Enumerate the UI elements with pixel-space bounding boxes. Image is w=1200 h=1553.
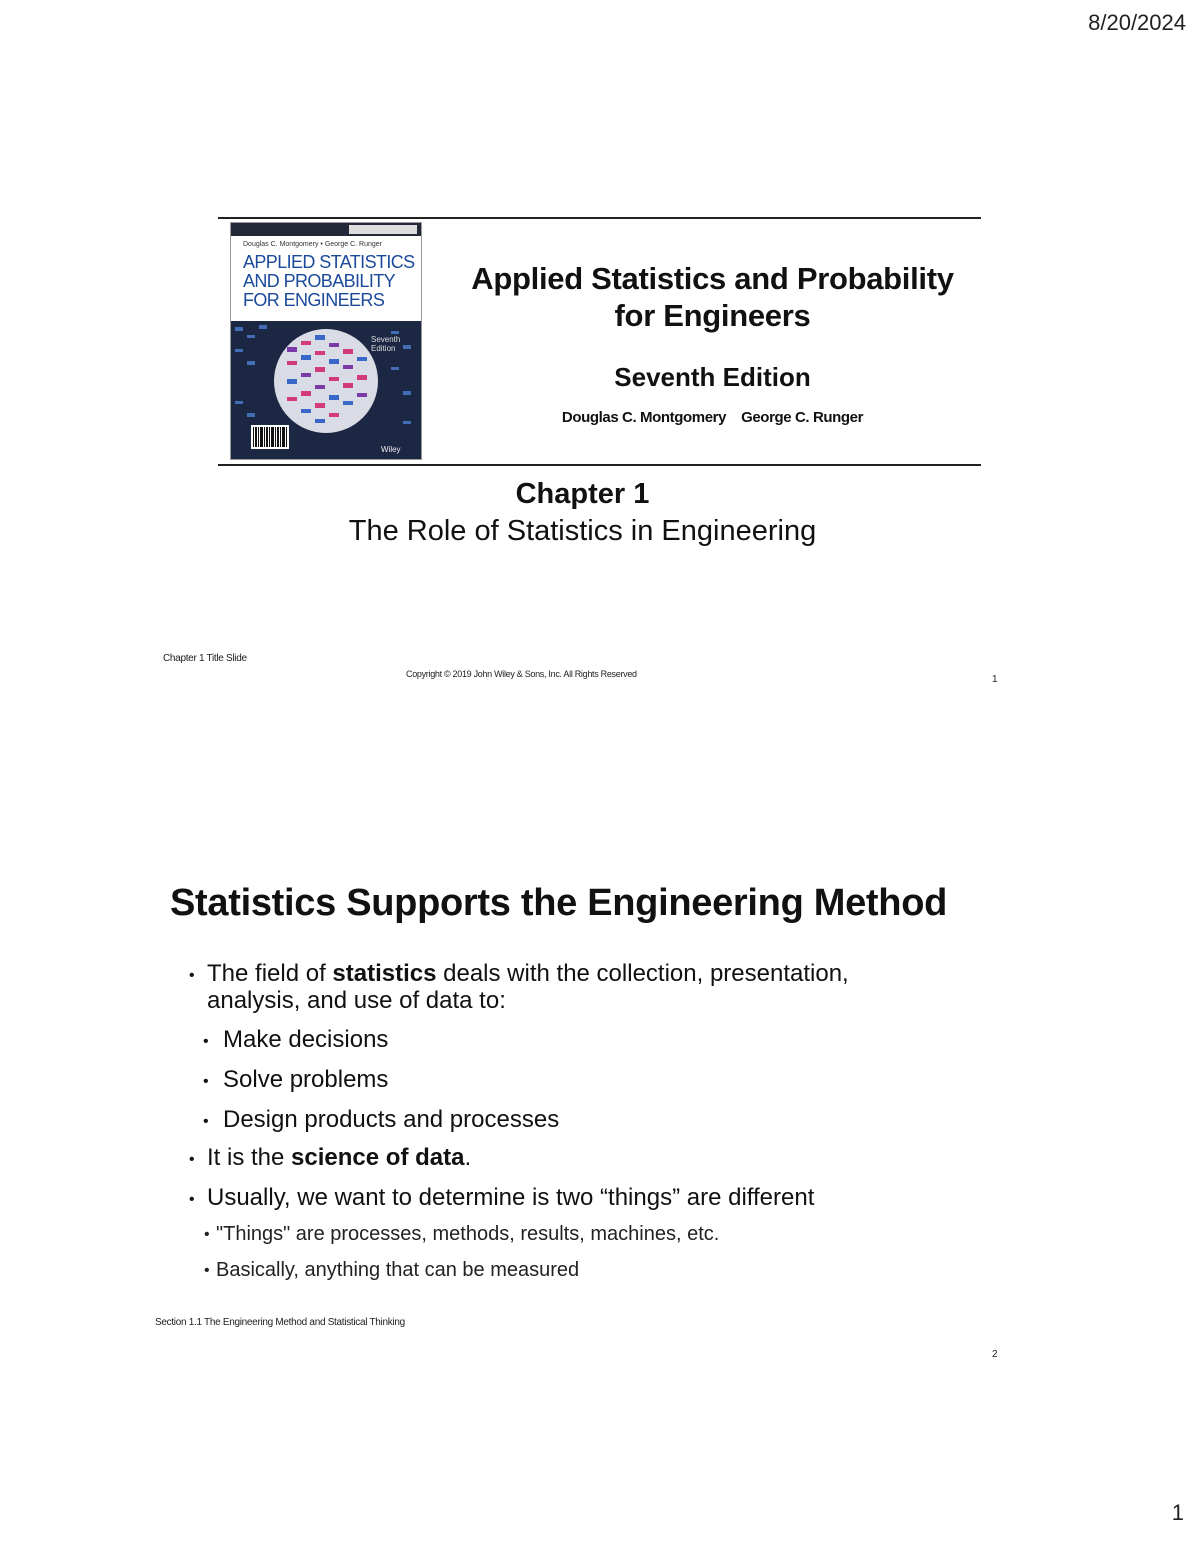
bullet1-text-post: deals with the collection, presentation, analysis, and use of data to: bbox=[207, 960, 849, 1014]
bullet-icon: • bbox=[203, 1033, 209, 1050]
book-title-line1: Applied Statistics and Probability bbox=[471, 261, 954, 296]
page-number: 1 bbox=[1171, 1500, 1184, 1525]
cover-series-tag bbox=[349, 225, 417, 234]
chapter-heading: Chapter 1 bbox=[515, 478, 650, 510]
bullet-icon: • bbox=[189, 967, 195, 984]
sub-bullet-measured bbox=[204, 1258, 580, 1282]
bullet-icon: • bbox=[203, 1113, 209, 1130]
cover-authors: Douglas C. Montgomery • George C. Runger bbox=[243, 241, 383, 248]
bullet-icon: • bbox=[204, 1226, 210, 1243]
slide1-number: 1 bbox=[992, 674, 998, 685]
bullet-icon: • bbox=[189, 1191, 195, 1208]
sub-bullet-things bbox=[204, 1222, 720, 1246]
sub-bullet-text: "Things" are processes, methods, results, machines, etc. bbox=[216, 1223, 720, 1245]
sub-bullet-text: Basically, anything that can be measured bbox=[216, 1259, 580, 1281]
sub-bullet-solve-problems bbox=[203, 1066, 389, 1093]
chapter-subtitle: The Role of Statistics in Engineering bbox=[348, 515, 817, 547]
cover-title-line1: APPLIED STATISTICS bbox=[243, 252, 415, 272]
cover-edition-tag: Seventh Edition bbox=[371, 335, 401, 353]
top-rule bbox=[218, 217, 981, 219]
cover-header bbox=[231, 223, 421, 321]
bullet-science-of-data bbox=[189, 1144, 472, 1171]
cover-publisher: Wiley bbox=[381, 445, 401, 454]
copyright-notice: Copyright © 2019 John Wiley & Sons, Inc. All Rights Reserved bbox=[406, 669, 637, 679]
bullet-determine-difference bbox=[189, 1184, 815, 1211]
bullet-statistics-definition bbox=[189, 960, 927, 1014]
bullet1-text-bold: statistics bbox=[332, 960, 437, 987]
slide1-footer-title: Chapter 1 Title Slide bbox=[163, 653, 247, 664]
sub-bullet-make-decisions bbox=[203, 1026, 389, 1053]
book-title-line2: for Engineers bbox=[614, 298, 811, 333]
print-date: 8/20/2024 bbox=[1088, 10, 1186, 35]
book-edition: Seventh Edition bbox=[614, 362, 811, 392]
book-title bbox=[440, 260, 985, 334]
bullet2-text-post: . bbox=[464, 1144, 472, 1171]
cover-title bbox=[243, 253, 419, 310]
cover-title-line3: FOR ENGINEERS bbox=[243, 290, 385, 310]
bullet2-text-pre: It is the bbox=[207, 1144, 292, 1171]
book-cover-image bbox=[230, 222, 422, 460]
bottom-rule bbox=[218, 464, 981, 466]
barcode-icon bbox=[251, 425, 289, 449]
book-authors: Douglas C. Montgomery George C. Runger bbox=[561, 409, 864, 426]
bullet-icon: • bbox=[204, 1262, 210, 1279]
sub-bullet-design-products bbox=[203, 1106, 560, 1133]
bullet1-text-pre: The field of bbox=[207, 960, 333, 987]
bullet2-text-bold: science of data bbox=[291, 1144, 465, 1171]
slide2-footer-section: Section 1.1 The Engineering Method and Statistical Thinking bbox=[155, 1317, 405, 1328]
sub-bullet-text: Make decisions bbox=[223, 1026, 389, 1053]
slide2-title: Statistics Supports the Engineering Method bbox=[170, 882, 948, 924]
sub-bullet-text: Solve problems bbox=[223, 1066, 389, 1093]
bullet3-text: Usually, we want to determine is two “things” are different bbox=[207, 1184, 815, 1211]
cover-title-line2: AND PROBABILITY bbox=[243, 271, 396, 291]
bullet-icon: • bbox=[203, 1073, 209, 1090]
bullet-icon: • bbox=[189, 1151, 195, 1168]
sub-bullet-text: Design products and processes bbox=[223, 1106, 560, 1133]
slide2-number: 2 bbox=[992, 1349, 998, 1360]
